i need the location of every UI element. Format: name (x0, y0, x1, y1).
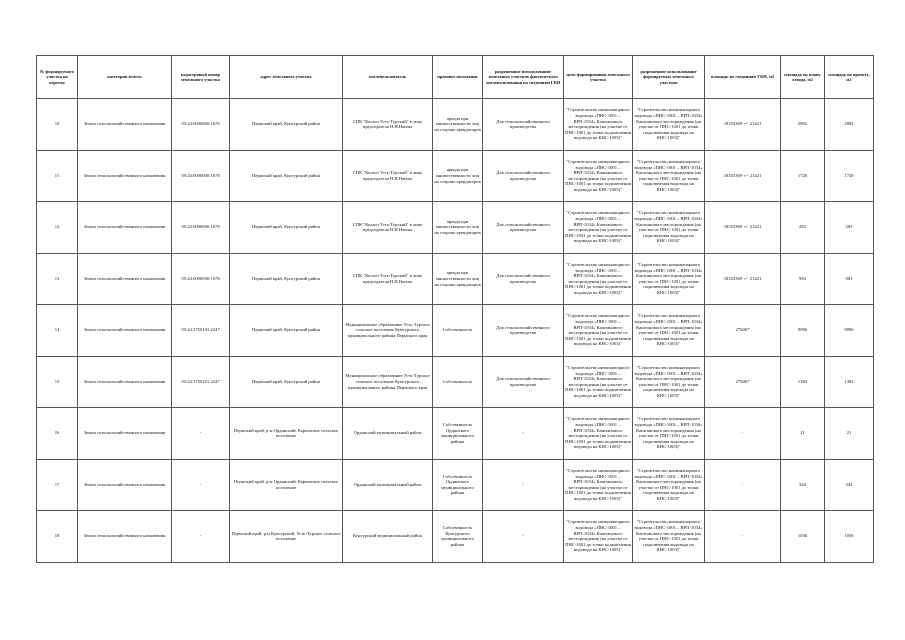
cell-purpose: "Строительство низконапорного водовода «ПНС-1001 – ВРП-1034» Каштанового месторождения (на участке от ПНС-1001 до точки подключения водовода на КНС-1003)" (564, 305, 633, 357)
cell-actual-use: - (483, 511, 564, 563)
cell-permitted-use: "Строительство низконапорного водовода «ПНС-1001 – ВРП-1034» Каштанового месторождения (на участке от ПНС-1001 до точки подключения водовода на КНС-1003)" (633, 511, 705, 563)
cell-land-category: Земли сельскохозяйственного назначения (78, 511, 172, 563)
cell-land-user: СПК "Колхоз Усть-Турский" в лице председателя Н.Н.Наппы (343, 253, 433, 305)
cell-permitted-use: "Строительство низконапорного водовода «ПНС-1001 – ВРП-1034» Каштанового месторождения (на участке от ПНС-1001 до точки подключения водовода на КНС-1003)" (633, 253, 705, 305)
cell-plot-number: 17 (37, 459, 78, 511)
cell-actual-use: Для сельскохозяйственного производства (483, 150, 564, 202)
cell-address: Пермский край, Кунгурский район (230, 356, 343, 408)
cell-land-user: СПК "Колхоз Усть-Турский" в лице председателя Н.Н.Наппы (343, 150, 433, 202)
cell-area-gkn: 276067 (705, 356, 781, 408)
table-row (37, 150, 874, 202)
cell-cadastral-number: 59:24:3750101:2247 (172, 305, 230, 357)
cell-address: Пермский край, р-н Кунгурский, Усть-Турское сельское поселение (230, 511, 343, 563)
cell-purpose: "Строительство низконапорного водовода «ПНС-1001 – ВРП-1034» Каштанового месторождения (на участке от ПНС-1001 до точки подключения водовода на КНС-1003)" (564, 253, 633, 305)
cell-land-category: Земли сельскохозяйственного назначения (78, 150, 172, 202)
cell-legal-status: Собственность (433, 305, 483, 357)
cell-area-plan: 983 (781, 253, 825, 305)
cell-area-plan: 9096 (781, 305, 825, 357)
cell-area-gkn: - (705, 511, 781, 563)
cell-purpose: "Строительство низконапорного водовода «ПНС-1001 – ВРП-1034» Каштанового месторождения (на участке от ПНС-1001 до точки подключения водовода на КНС-1003)" (564, 511, 633, 563)
cell-purpose: "Строительство низконапорного водовода «ПНС-1001 – ВРП-1034» Каштанового месторождения (на участке от ПНС-1001 до точки подключения водовода на КНС-1003)" (564, 99, 633, 151)
cell-cadastral-number: - (172, 459, 230, 511)
cell-legal-status: Собственность (433, 356, 483, 408)
cell-land-category: Земли сельскохозяйственного назначения (78, 408, 172, 460)
cell-area-project: 1726 (825, 150, 874, 202)
cell-permitted-use: "Строительство низконапорного водовода «ПНС-1001 – ВРП-1034» Каштанового месторождения (на участке от ПНС-1001 до точки подключения водовода на КНС-1003)" (633, 202, 705, 254)
cell-area-plan: 344 (781, 459, 825, 511)
header-permitted-use: разрешенное использование формируемых земельных участков (633, 56, 705, 99)
cell-cadastral-number: 59:24:0000000:1678 (172, 202, 230, 254)
header-plot-number: № формируемого участка на чертеже (37, 56, 78, 99)
table-row (37, 459, 874, 511)
table-row (37, 253, 874, 305)
cell-legal-status: Собственность Ординского муниципального района (433, 408, 483, 460)
cell-purpose: "Строительство низконапорного водовода «ПНС-1001 – ВРП-1034» Каштанового месторождения (на участке от ПНС-1001 до точки подключения водовода на КНС-1003)" (564, 408, 633, 460)
cell-plot-number: 15 (37, 356, 78, 408)
cell-legal-status: аренда при множественности лиц на стороне арендаторов (433, 253, 483, 305)
cell-cadastral-number: 59:24:3750101:2247 (172, 356, 230, 408)
cell-actual-use: - (483, 408, 564, 460)
cell-area-project: 1384 (825, 356, 874, 408)
cell-actual-use: Для сельскохозяйственного производства (483, 202, 564, 254)
cell-area-gkn: - (705, 459, 781, 511)
cell-plot-number: 13 (37, 253, 78, 305)
header-area-plan: площадь по плану отвода, м2 (781, 56, 825, 99)
header-address: адрес земельного участка (230, 56, 343, 99)
cell-purpose: "Строительство низконапорного водовода «ПНС-1001 – ВРП-1034» Каштанового месторождения (на участке от ПНС-1001 до точки подключения водовода на КНС-1003)" (564, 356, 633, 408)
cell-legal-status: Собственность Ординского муниципального района (433, 459, 483, 511)
header-actual-use: разрешенное использование земельных участков фактического землепользования по сведениям ГКН (483, 56, 564, 99)
header-cadastral-number: кадастровый номер земельного участка (172, 56, 230, 99)
cell-area-project: 983 (825, 253, 874, 305)
cell-actual-use: Для сельскохозяйственного производства (483, 253, 564, 305)
cell-actual-use: Для сельскохозяйственного производства (483, 99, 564, 151)
cell-land-category: Земли сельскохозяйственного назначения (78, 202, 172, 254)
cell-address: Пермский край, Кунгурский район (230, 305, 343, 357)
cell-permitted-use: "Строительство низконапорного водовода «ПНС-1001 – ВРП-1034» Каштанового месторождения (на участке от ПНС-1001 до точки подключения водовода на КНС-1003)" (633, 408, 705, 460)
cell-land-user: Кунгурский муниципальный район (343, 511, 433, 563)
cell-address: Пермский край, Кунгурский район (230, 150, 343, 202)
cell-area-project: 283 (825, 202, 874, 254)
cell-land-user: СПК "Колхоз Усть-Турский" в лице председателя Н.Н.Наппы (343, 99, 433, 151)
cell-actual-use: - (483, 459, 564, 511)
header-legal-status: правовое положение (433, 56, 483, 99)
cell-land-user: Ординский муниципальный район (343, 408, 433, 460)
cell-legal-status: аренда при множественности лиц на стороне арендаторов (433, 202, 483, 254)
land-plots-table (36, 55, 874, 563)
cell-permitted-use: "Строительство низконапорного водовода «ПНС-1001 – ВРП-1034» Каштанового месторождения (на участке от ПНС-1001 до точки подключения водовода на КНС-1003)" (633, 305, 705, 357)
cell-area-gkn: 18353369 +/- 21421 (705, 99, 781, 151)
cell-land-user: Ординский муниципальный район (343, 459, 433, 511)
header-purpose: цель формирования земельного участка (564, 56, 633, 99)
cell-area-plan: 1726 (781, 150, 825, 202)
cell-area-project: 21 (825, 408, 874, 460)
cell-plot-number: 16 (37, 408, 78, 460)
cell-address: Пермский край, р-н Ординский, Карьевское сельское поселение (230, 459, 343, 511)
cell-land-category: Земли сельскохозяйственного назначения (78, 253, 172, 305)
cell-address: Пермский край, р-н Ординский, Карьевское сельское поселение (230, 408, 343, 460)
table-row (37, 202, 874, 254)
cell-purpose: "Строительство низконапорного водовода «ПНС-1001 – ВРП-1034» Каштанового месторождения (на участке от ПНС-1001 до точки подключения водовода на КНС-1003)" (564, 202, 633, 254)
cell-area-gkn: 276067 (705, 305, 781, 357)
cell-address: Пермский край, Кунгурский район (230, 202, 343, 254)
header-land-category: категория земель (78, 56, 172, 99)
cell-actual-use: Для сельскохозяйственного производства (483, 305, 564, 357)
cell-legal-status: аренда при множественности лиц на стороне арендаторов (433, 150, 483, 202)
cell-area-gkn: - (705, 408, 781, 460)
cell-land-category: Земли сельскохозяйственного назначения (78, 99, 172, 151)
table-row (37, 356, 874, 408)
cell-area-project: 344 (825, 459, 874, 511)
cell-plot-number: 14 (37, 305, 78, 357)
cell-address: Пермский край, Кунгурский район (230, 99, 343, 151)
cell-land-category: Земли сельскохозяйственного назначения (78, 356, 172, 408)
cell-permitted-use: "Строительство низконапорного водовода «ПНС-1001 – ВРП-1034» Каштанового месторождения (на участке от ПНС-1001 до точки подключения водовода на КНС-1003)" (633, 150, 705, 202)
cell-cadastral-number: 59:24:0000000:1678 (172, 150, 230, 202)
cell-area-gkn: 18353369 +/- 21421 (705, 150, 781, 202)
cell-actual-use: Для сельскохозяйственного производства (483, 356, 564, 408)
cell-permitted-use: "Строительство низконапорного водовода «ПНС-1001 – ВРП-1034» Каштанового месторождения (на участке от ПНС-1001 до точки подключения водовода на КНС-1003)" (633, 459, 705, 511)
cell-cadastral-number: - (172, 408, 230, 460)
cell-land-category: Земли сельскохозяйственного назначения (78, 459, 172, 511)
cell-area-plan: 2892 (781, 99, 825, 151)
cell-cadastral-number: 59:24:0000000:1678 (172, 99, 230, 151)
cell-land-category: Земли сельскохозяйственного назначения (78, 305, 172, 357)
table-row (37, 511, 874, 563)
cell-permitted-use: "Строительство низконапорного водовода «ПНС-1001 – ВРП-1034» Каштанового месторождения (на участке от ПНС-1001 до точки подключения водовода на КНС-1003)" (633, 99, 705, 151)
header-land-user: землепользователь (343, 56, 433, 99)
cell-purpose: "Строительство низконапорного водовода «ПНС-1001 – ВРП-1034» Каштанового месторождения (на участке от ПНС-1001 до точки подключения водовода на КНС-1003)" (564, 459, 633, 511)
cell-area-gkn: 18353369 +/- 21421 (705, 202, 781, 254)
cell-land-user: Муниципальное образование Усть-Турское сельское поселение Кунгурского муниципального района Пермского края (343, 305, 433, 357)
cell-area-plan: 1384 (781, 356, 825, 408)
cell-permitted-use: "Строительство низконапорного водовода «ПНС-1001 – ВРП-1034» Каштанового месторождения (на участке от ПНС-1001 до точки подключения водовода на КНС-1003)" (633, 356, 705, 408)
cell-cadastral-number: 59:24:0000000:1678 (172, 253, 230, 305)
cell-land-user: СПК "Колхоз Усть-Турский" в лице председателя Н.Н.Наппы (343, 202, 433, 254)
cell-area-project: 1036 (825, 511, 874, 563)
cell-area-plan: 21 (781, 408, 825, 460)
header-area-project: площадь по проекту, м2 (825, 56, 874, 99)
cell-area-plan: 283 (781, 202, 825, 254)
cell-plot-number: 11 (37, 150, 78, 202)
cell-legal-status: аренда при множественности лиц на стороне арендаторов (433, 99, 483, 151)
table-row (37, 408, 874, 460)
cell-purpose: "Строительство низконапорного водовода «ПНС-1001 – ВРП-1034» Каштанового месторождения (на участке от ПНС-1001 до точки подключения водовода на КНС-1003)" (564, 150, 633, 202)
cell-area-project: 9096 (825, 305, 874, 357)
cell-land-user: Муниципальное образование Усть-Турское сельское поселение Кунгурского муниципального района Пермского края (343, 356, 433, 408)
cell-plot-number: 12 (37, 202, 78, 254)
cell-area-project: 2892 (825, 99, 874, 151)
cell-plot-number: 18 (37, 511, 78, 563)
cell-area-plan: 1036 (781, 511, 825, 563)
header-area-gkn: площадь по сведениям ГКН, м2 (705, 56, 781, 99)
cell-cadastral-number: - (172, 511, 230, 563)
cell-address: Пермский край, Кунгурский район (230, 253, 343, 305)
cell-legal-status: Собственность Кунгурского муниципального района (433, 511, 483, 563)
cell-area-gkn: 18353369 +/- 21421 (705, 253, 781, 305)
table-header-row (37, 56, 874, 99)
table-row (37, 99, 874, 151)
cell-plot-number: 10 (37, 99, 78, 151)
table-row (37, 305, 874, 357)
